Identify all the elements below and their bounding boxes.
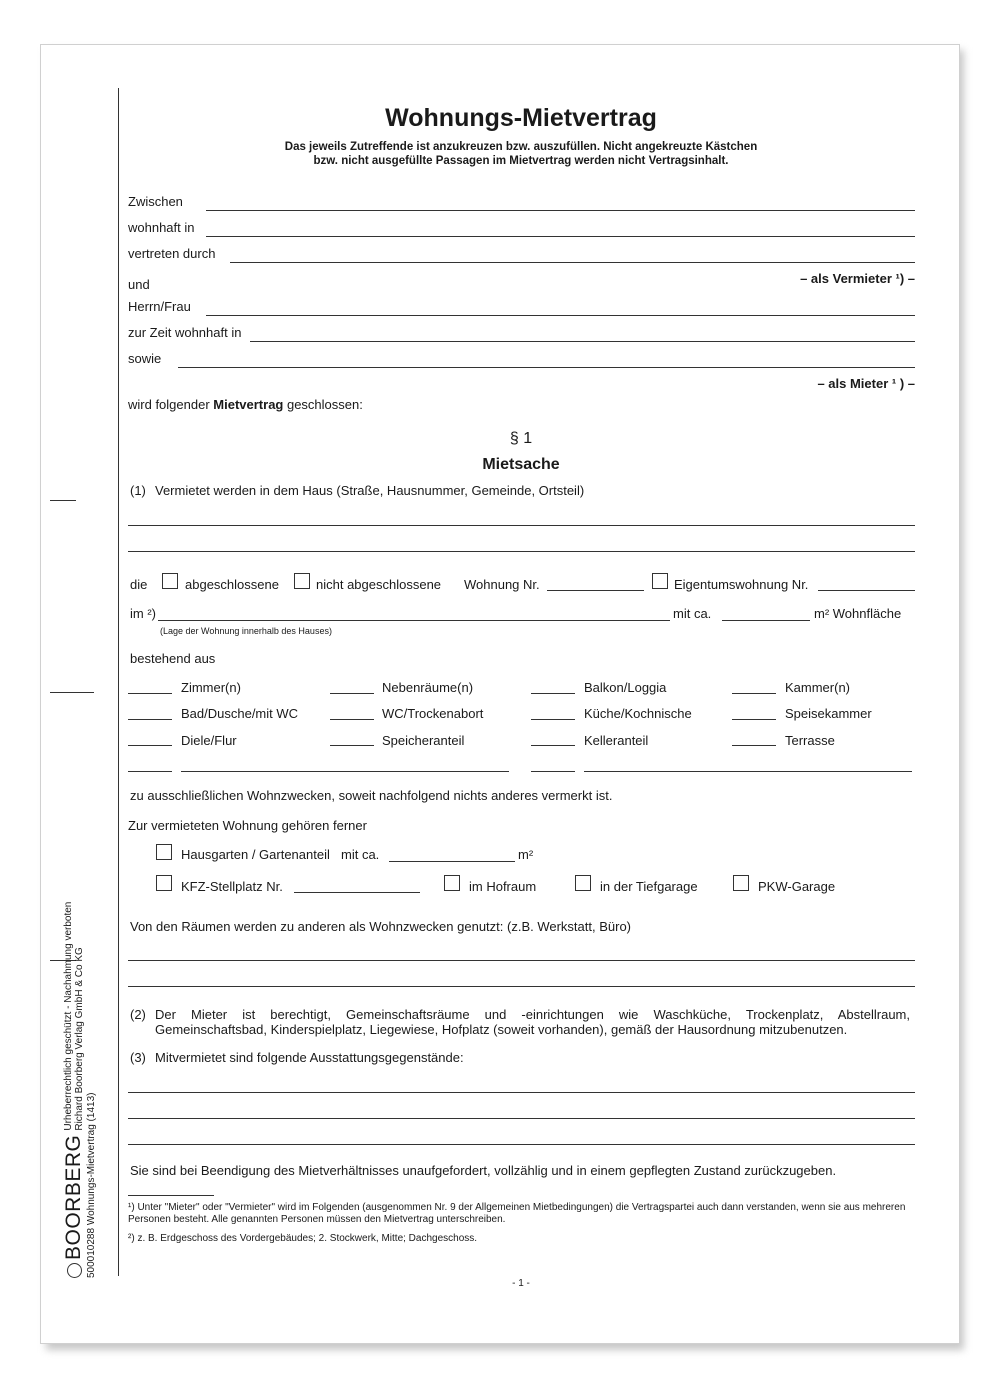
field-address-1[interactable] [128,525,915,526]
field-gartenflaeche[interactable] [389,861,515,862]
field-zwischen[interactable] [206,210,915,211]
item3-text: Mitvermietet sind folgende Ausstattungsgegenstände: [155,1050,464,1065]
field-room-count-extra[interactable] [531,771,575,772]
publisher-imprint [62,902,97,1278]
field-room-count[interactable] [330,693,374,694]
field-room-count[interactable] [128,745,172,746]
checkbox-hausgarten[interactable] [156,844,172,860]
label-als-mieter: – als Mieter ¹ ) – [817,376,915,391]
margin-tick-2 [50,692,94,693]
label-hausgarten: Hausgarten / Gartenanteil [181,847,330,862]
item2-number: (2) [130,1007,146,1022]
purpose-text: zu ausschließlichen Wohnzwecken, soweit nachfolgend nichts anderes vermerkt ist. [130,788,613,803]
left-margin-rule [118,88,119,1276]
boorberg-logo-icon [67,1263,82,1278]
room-label: Speicheranteil [382,733,465,748]
document-title: Wohnungs-Mietvertrag [385,104,657,132]
checkbox-tiefgarage[interactable] [575,875,591,891]
label-im: im ²) [130,606,156,621]
field-sowie[interactable] [178,367,915,368]
field-room-count[interactable] [128,693,172,694]
footnote-1: ¹) Unter "Mieter" oder "Vermieter" wird im Folgenden (ausgenommen Nr. 9 der Allgemeinen Mietbedingungen) die Vertragspartei auch dann verstanden, wenn sie aus mehreren Personen besteht. Alle genannten Personen müssen den Mietvertrag unterschreiben. [128,1202,906,1225]
label-pkw-garage: PKW-Garage [758,879,836,894]
field-wohnung-nr[interactable] [547,590,644,591]
page-number: - 1 - [512,1278,530,1289]
other-use-text: Von den Räumen werden zu anderen als Wohnzwecken genutzt: (z.B. Werkstatt, Büro) [130,919,632,934]
room-label: Küche/Kochnische [584,706,692,721]
field-zur-zeit-wohnhaft[interactable] [250,341,915,342]
room-label: Nebenräume(n) [382,680,474,695]
footnote-2: ²) z. B. Erdgeschoss des Vordergebäudes; 2. Stockwerk, Mitte; Dachgeschoss. [128,1233,478,1244]
label-die: die [130,577,148,592]
label-garten-mit-ca: mit ca. [341,847,380,862]
field-herrn-frau[interactable] [206,315,915,316]
label-vertreten-durch: vertreten durch [128,246,216,261]
field-wohnflaeche[interactable] [722,620,810,621]
field-other-use-1[interactable] [128,960,915,961]
field-ausstattung-2[interactable] [128,1118,915,1119]
return-text: Sie sind bei Beendigung des Mietverhältnisses unaufgefordert, vollzählig und in einem gepflegten Zustand zurückzugeben. [130,1163,837,1178]
item3-number: (3) [130,1050,146,1065]
field-room-count[interactable] [531,693,575,694]
publisher-copyright: Urheberrechtlich geschützt - Nachahmung verboten [63,901,74,1131]
field-lage[interactable] [158,620,670,621]
item1-number: (1) [130,483,146,498]
field-kfz-stellplatz-nr[interactable] [294,892,420,893]
room-label: WC/Trockenabort [382,706,484,721]
field-room-count[interactable] [732,693,776,694]
checkbox-kfz-stellplatz[interactable] [156,875,172,891]
margin-tick-1 [50,500,76,501]
label-wohnhaft-in: wohnhaft in [128,220,195,235]
checkbox-nicht-abgeschlossene[interactable] [294,573,310,589]
field-ausstattung-3[interactable] [128,1144,915,1145]
checkbox-abgeschlossene[interactable] [162,573,178,589]
checkbox-pkw-garage[interactable] [733,875,749,891]
label-wohnung-nr: Wohnung Nr. [464,577,540,592]
section-heading: Mietsache [482,456,560,473]
closing-sentence [128,397,363,412]
extras-intro: Zur vermieteten Wohnung gehören ferner [128,818,367,833]
hint-lage: (Lage der Wohnung innerhalb des Hauses) [160,626,332,636]
field-wohnhaft-in[interactable] [206,236,915,237]
field-room-count[interactable] [732,745,776,746]
field-ausstattung-1[interactable] [128,1092,915,1093]
field-room-extra-2[interactable] [584,771,912,772]
publisher-article-no: 500010288 Wohnungs-Mietvertrag (1413) [86,1092,97,1278]
section-number: § 1 [509,430,533,447]
footnote-divider [128,1195,214,1196]
checkbox-hofraum[interactable] [444,875,460,891]
room-label: Speisekammer [785,706,872,721]
field-room-count[interactable] [330,745,374,746]
label-nicht-abgeschlossene: nicht abgeschlossene [316,577,442,592]
label-sowie: sowie [128,351,162,366]
label-m2: m² [518,847,534,862]
field-address-2[interactable] [128,551,915,552]
room-label: Kammer(n) [785,680,851,695]
label-wohnflaeche: m² Wohnfläche [814,606,902,621]
label-bestehend-aus: bestehend aus [130,651,216,666]
label-kfz-stellplatz: KFZ-Stellplatz Nr. [181,879,283,894]
closing-bold: Mietvertrag [213,397,284,412]
field-room-count[interactable] [531,745,575,746]
label-tiefgarage: in der Tiefgarage [600,879,698,894]
field-other-use-2[interactable] [128,986,915,987]
room-label: Kelleranteil [584,733,649,748]
room-label: Bad/Dusche/mit WC [181,706,299,721]
label-zwischen: Zwischen [128,194,183,209]
publisher-name: Richard Boorberg Verlag GmbH & Co KG [74,947,85,1131]
field-room-count-extra[interactable] [128,771,172,772]
field-room-count[interactable] [330,719,374,720]
field-room-count[interactable] [531,719,575,720]
field-room-count[interactable] [128,719,172,720]
room-label: Diele/Flur [181,733,237,748]
publisher-info [63,902,85,1131]
item2-text: Der Mieter ist berechtigt, Gemeinschaftsräume und -einrichtungen wie Waschküche, Trockenplatz, Abstellraum, Gemeinschaftsbad, Kinderspielplatz, Liegewiese, Hofplatz (soweit vorhanden), gemäß der Hausordnung mitzubenutzen. [155,1007,910,1037]
room-label: Balkon/Loggia [584,680,667,695]
item1-text: Vermietet werden in dem Haus (Straße, Hausnummer, Gemeinde, Ortsteil) [155,483,585,498]
label-eigentumswohnung-nr: Eigentumswohnung Nr. [674,577,809,592]
closing-post: geschlossen: [283,397,363,412]
label-mit-ca: mit ca. [673,606,712,621]
publisher-brand: BOORBERG [62,1134,85,1260]
label-und: und [128,277,150,292]
closing-pre: wird folgender [128,397,214,412]
label-zur-zeit-wohnhaft: zur Zeit wohnhaft in [128,325,242,340]
label-abgeschlossene: abgeschlossene [185,577,279,592]
field-eigentumswohnung-nr[interactable] [818,590,915,591]
label-als-vermieter: – als Vermieter ¹) – [800,271,915,286]
label-hofraum: im Hofraum [469,879,537,894]
field-room-extra-1[interactable] [181,771,509,772]
field-vertreten-durch[interactable] [230,262,915,263]
subtitle-line-2: bzw. nicht ausgefüllte Passagen im Mietvertrag werden nicht Vertragsinhalt. [313,155,729,167]
field-room-count[interactable] [732,719,776,720]
label-herrn-frau: Herrn/Frau [128,299,191,314]
room-label: Zimmer(n) [181,680,241,695]
room-label: Terrasse [785,733,835,748]
subtitle-line-1: Das jeweils Zutreffende ist anzukreuzen bzw. auszufüllen. Nicht angekreuzte Kästchen [284,141,758,153]
checkbox-eigentumswohnung[interactable] [652,573,668,589]
